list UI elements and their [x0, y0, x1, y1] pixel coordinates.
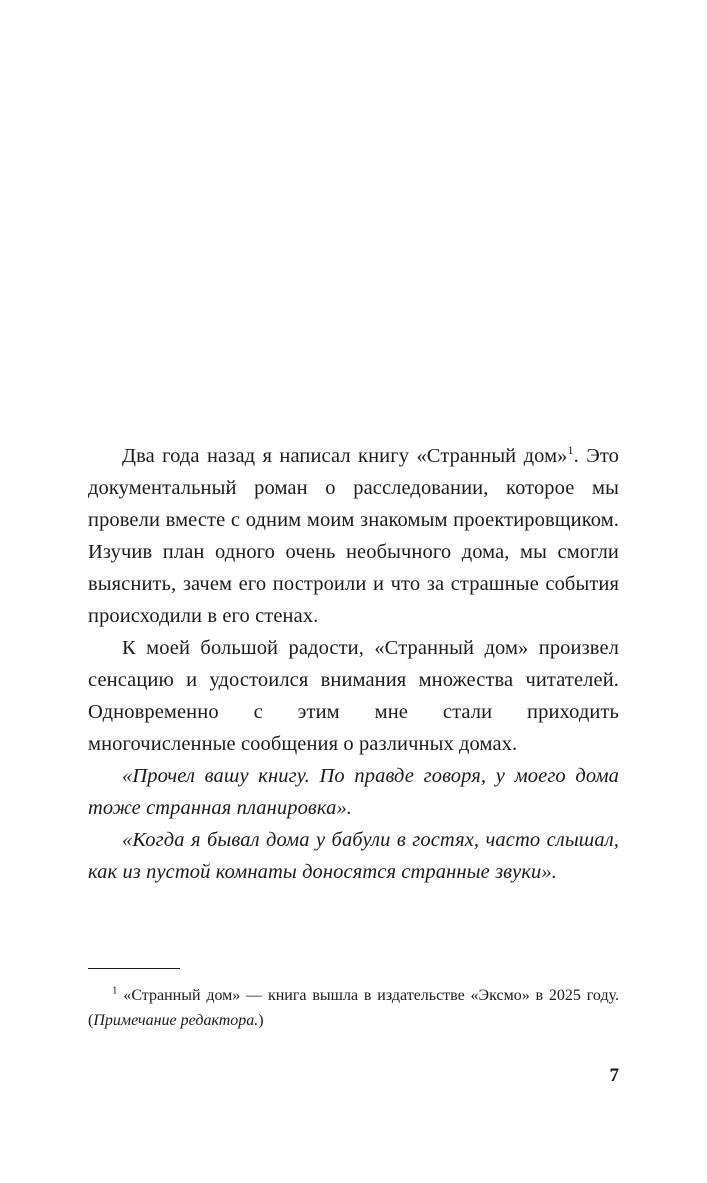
footnote-area [88, 968, 619, 1033]
paragraph-4-quote: «Когда я бывал дома у бабули в гостях, часто слышал, как из пустой комнаты доносятся странные звуки». [88, 829, 619, 883]
footnote-main-text: «Странный дом» — книга вышла в издательстве «Эксмо» в 2025 году. ( [88, 987, 619, 1029]
paragraph-1 [88, 440, 619, 632]
paragraph-3-quote: «Прочел вашу книгу. По правде говоря, у моего дома тоже странная планировка». [88, 765, 619, 819]
footnote-editor-note: Примечание редактора. [93, 1012, 259, 1029]
body-text-block [88, 440, 619, 888]
paragraph-1-text-before-ref: Два года назад я написал книгу «Странный дом» [122, 445, 568, 467]
footnote-tail: ) [258, 1012, 264, 1029]
paragraph-1-text-after-ref: . Это документальный роман о расследовании, которое мы провели вместе с одним моим знакомым проектировщиком. Изучив план одного очень необычного дома, мы смогли выяснить, зачем его построили и что за страшные события происходили в его стенах. [88, 445, 619, 627]
footnote-text [88, 983, 619, 1033]
footnote-reference-icon[interactable]: 1 [567, 443, 574, 458]
page-number: 7 [609, 1065, 619, 1086]
footnote-separator-rule [88, 968, 180, 969]
footnote-number: 1 [112, 984, 118, 997]
paragraph-2: К моей большой радости, «Странный дом» произвел сенсацию и удостоился внимания множества читателей. Одновременно с этим мне стали приходить многочисленные сообщения о различных домах. [88, 637, 619, 755]
